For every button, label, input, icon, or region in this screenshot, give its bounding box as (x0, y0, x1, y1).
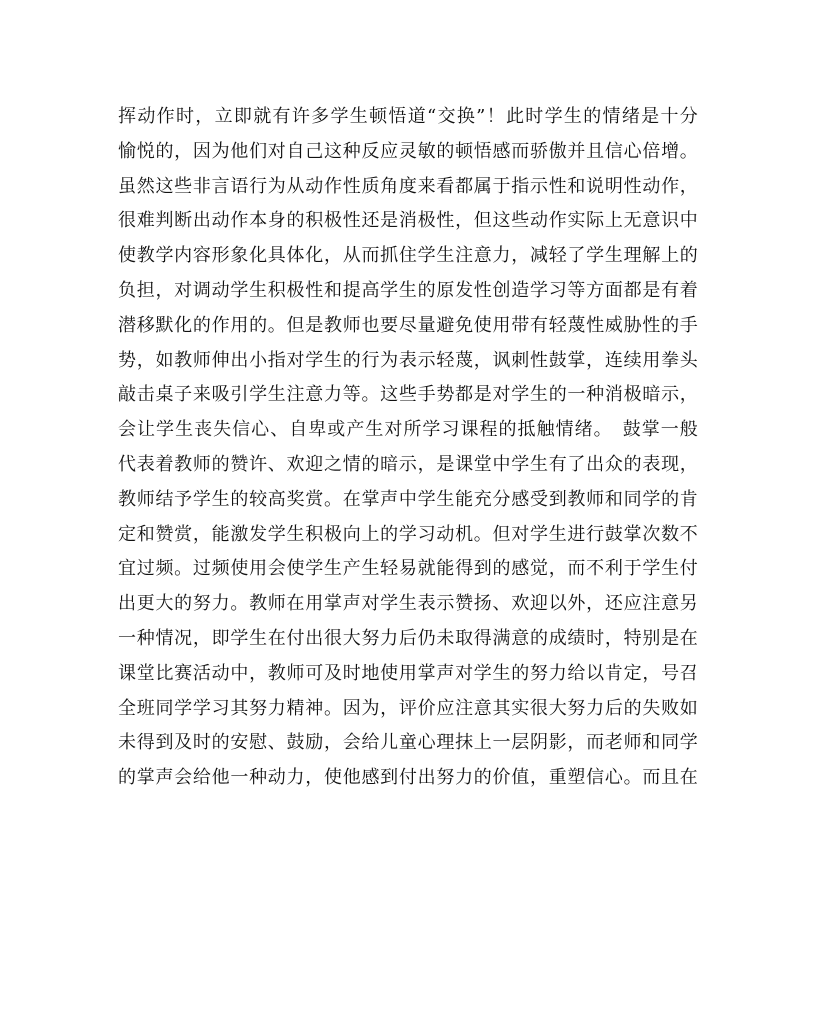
text-line: 负担，对调动学生积极性和提高学生的原发性创造学习等方面都是有着 (118, 279, 698, 301)
text-line: 愉悦的，因为他们对自己这种反应灵敏的顿悟感而骄傲并且信心倍增。 (118, 140, 698, 162)
text-line: 虽然这些非言语行为从动作性质角度来看都属于指示性和说明性动作， (118, 175, 698, 197)
text-line: 定和赞赏，能激发学生积极向上的学习动机。但对学生进行鼓掌次数不 (118, 523, 698, 545)
text-line: 潜移默化的作用的。但是教师也要尽量避免使用带有轻蔑性威胁性的手 (118, 314, 698, 336)
text-line: 代表着教师的赞许、欢迎之情的暗示，是课堂中学生有了出众的表现， (118, 453, 698, 475)
text-line: 的掌声会给他一种动力，使他感到付出努力的价值，重塑信心。而且在 (118, 767, 698, 789)
text-line: 课堂比赛活动中，教师可及时地使用掌声对学生的努力给以肯定，号召 (118, 662, 698, 684)
text-line: 宜过频。过频使用会使学生产生轻易就能得到的感觉，而不利于学生付 (118, 558, 698, 580)
text-line: 全班同学学习其努力精神。因为，评价应注意其实很大努力后的失败如 (118, 697, 698, 719)
text-line: 一种情况，即学生在付出很大努力后仍未取得满意的成绩时，特别是在 (118, 627, 698, 649)
text-line: 挥动作时，立即就有许多学生顿悟道“交换”！此时学生的情绪是十分 (118, 106, 698, 127)
text-line: 势，如教师伸出小指对学生的行为表示轻蔑，讽刺性鼓掌，连续用拳头 (118, 349, 698, 371)
text-line: 教师结予学生的较高奖赏。在掌声中学生能充分感受到教师和同学的肯 (118, 488, 698, 510)
body-text (118, 100, 698, 796)
text-line: 未得到及时的安慰、鼓励，会给儿童心理抹上一层阴影，而老师和同学 (118, 732, 698, 754)
text-line: 很难判断出动作本身的积极性还是消极性，但这些动作实际上无意识中 (118, 210, 698, 232)
text-line: 出更大的努力。教师在用掌声对学生表示赞扬、欢迎以外，还应注意另 (118, 593, 698, 615)
text-line: 会让学生丧失信心、自卑或产生对所学习课程的抵触情绪。 鼓掌一般 (118, 419, 698, 441)
text-line: 使教学内容形象化具体化，从而抓住学生注意力，减轻了学生理解上的 (118, 245, 698, 267)
text-line: 敲击桌子来吸引学生注意力等。这些手势都是对学生的一种消极暗示， (118, 384, 698, 406)
